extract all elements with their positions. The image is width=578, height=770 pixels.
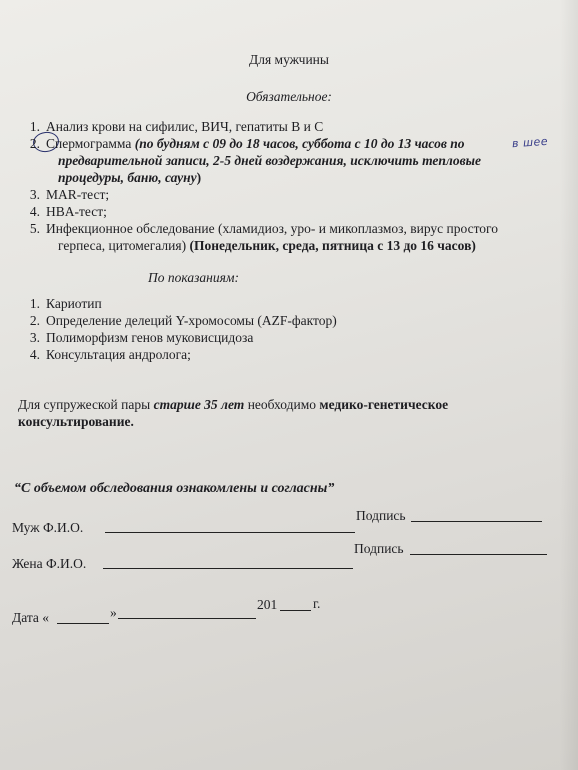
mandatory-item-5: 5. Инфекционное обследование (хламидиоз, уро- и микоплазмоз, вирус простого [29, 221, 498, 236]
mandatory-item-2: 2. Спермограмма (по будням с 09 до 18 часов, суббота с 10 до 13 часов по [29, 136, 465, 151]
indications-item-3: 3. Полиморфизм генов муковисцидоза [29, 330, 254, 345]
mandatory-item-2-line-3: процедуры, баню, сауну) [58, 170, 202, 185]
document-title: Для мужчины [249, 52, 329, 67]
mandatory-item-5-line-2: герпеса, цитомегалия) (Понедельник, среда, пятница с 13 до 16 часов) [58, 238, 476, 253]
date-year-prefix: 201 [257, 597, 278, 612]
date-month-field[interactable] [118, 606, 256, 619]
page-edge-shadow [560, 0, 578, 770]
wife-signature-field[interactable] [410, 541, 547, 555]
indications-heading: По показаниям: [148, 270, 239, 285]
husband-signature-label: Подпись [356, 508, 406, 523]
handwritten-note: в шее [511, 134, 549, 151]
husband-name-field[interactable] [105, 519, 355, 533]
indications-item-2: 2. Определение делеций Y-хромосомы (AZF-фактор) [29, 313, 337, 328]
couple-note-line-2: консультирование. [18, 414, 134, 429]
date-day-field[interactable] [57, 611, 109, 624]
wife-name-field[interactable] [103, 555, 353, 569]
date-year-suffix: г. [313, 596, 321, 611]
husband-name-label: Муж Ф.И.О. [12, 520, 84, 535]
wife-name-label: Жена Ф.И.О. [12, 556, 87, 571]
husband-signature-field[interactable] [411, 508, 542, 522]
mandatory-item-3: 3. MAR-тест; [29, 187, 110, 202]
date-label: Дата « [12, 610, 50, 625]
mandatory-heading: Обязательное: [246, 89, 332, 104]
indications-item-1: 1. Кариотип [29, 296, 102, 311]
couple-note-line-1: Для супружеской пары старше 35 лет необходимо медико-генетическое [18, 397, 449, 412]
wife-signature-label: Подпись [354, 541, 404, 556]
mandatory-item-1: 1. Анализ крови на сифилис, ВИЧ, гепатиты В и С [29, 119, 324, 134]
mandatory-item-4: 4. HBA-тест; [29, 204, 107, 219]
mandatory-item-2-line-2: предварительной записи, 2-5 дней воздержания, исключить тепловые [58, 153, 481, 168]
date-close-quote: » [110, 605, 117, 620]
date-year-field[interactable] [280, 598, 311, 611]
indications-item-4: 4. Консультация андролога; [29, 347, 191, 362]
agreement-statement: “С объемом обследования ознакомлены и согласны” [14, 481, 335, 496]
